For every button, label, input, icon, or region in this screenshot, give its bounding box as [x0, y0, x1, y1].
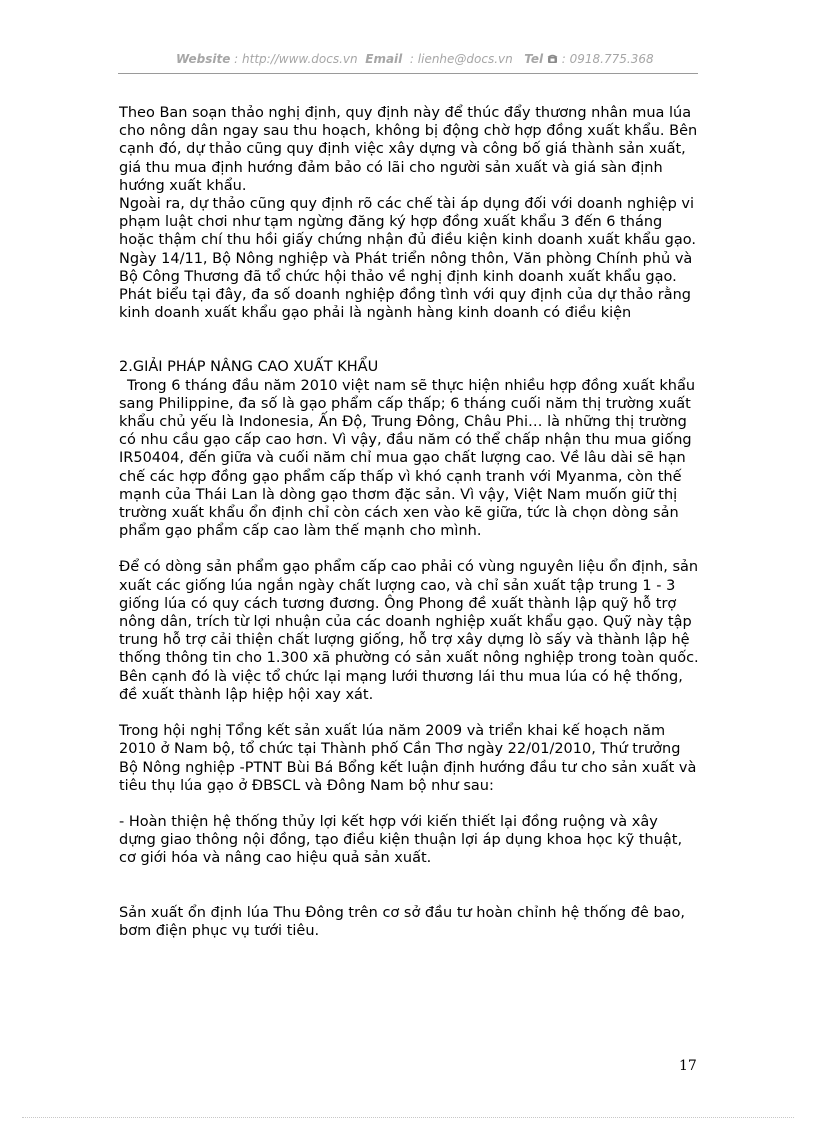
paragraph-6: Trong hội nghị Tổng kết sản xuất lúa năm 2009 và triển khai kế hoạch năm 2010 ở Nam bộ, tổ chức tại Thành phố Cần Thơ ngày 22/01/2010, Thứ trưởng Bộ Nông nghiệp -PTNT Bùi Bá Bổng kết luận định hướng đầu tư cho sản xuất và tiêu thụ lúa gạo ở ĐBSCL và Đông Nam bộ như sau:	[119, 723, 697, 794]
document-body	[119, 104, 699, 940]
paragraph-5: Để có dòng sản phẩm gạo phẩm cấp cao phải có vùng nguyên liệu ổn định, sản xuất các giống lúa ngắn ngày chất lượng cao, và chỉ sản xuất tập trung 1 - 3 giống lúa có quy cách tương đương. Ông Phong đề xuất thành lập quỹ hỗ trợ nông dân, trích từ lợi nhuận của các doanh nghiệp xuất khẩu gạo. Quỹ này tập trung hỗ trợ cải thiện chất lượng giống, hỗ trợ xây dựng lò sấy và thành lập hệ thống thông tin cho 1.300 xã phường có sản xuất nông nghiệp trong toàn quốc. Bên cạnh đó là việc tổ chức lại mạng lưới thương lái thu mua lúa có hệ thống, đề xuất thành lập hiệp hội xay xát.	[119, 559, 699, 703]
paragraph-1: Theo Ban soạn thảo nghị định, quy định này để thúc đẩy thương nhân mua lúa cho nông dân ngay sau thu hoạch, không bị động chờ hợp đồng xuất khẩu. Bên cạnh đó, dự thảo cũng quy định việc xây dựng và công bố giá thành sản xuất, giá thu mua định hướng đảm bảo có lãi cho người sản xuất và giá sàn định hướng xuất khẩu.	[119, 105, 698, 194]
email-value: : lienhe@docs.vn	[409, 52, 513, 66]
tel-label: Tel	[524, 52, 544, 66]
email-label: Email	[365, 52, 403, 66]
paragraph-3: Ngày 14/11, Bộ Nông nghiệp và Phát triển nông thôn, Văn phòng Chính phủ và Bộ Công Thương đã tổ chức hội thảo về nghị định kinh doanh xuất khẩu gạo. Phát biểu tại đây, đa số doanh nghiệp đồng tình với quy định của dự thảo rằng kinh doanh xuất khẩu gạo phải là ngành hàng kinh doanh có điều kiện	[119, 250, 693, 322]
paragraph-7: - Hoàn thiện hệ thống thủy lợi kết hợp với kiến thiết lại đồng ruộng và xây dựng giao thông nội đồng, tạo điều kiện thuận lợi áp dụng khoa học kỹ thuật, cơ giới hóa và nâng cao hiệu quả sản xuất.	[119, 813, 683, 867]
website-label: Website	[176, 52, 231, 66]
page-number: 17	[679, 1058, 697, 1074]
website-value: : http://www.docs.vn	[234, 52, 358, 66]
paragraph-2: Ngoài ra, dự thảo cũng quy định rõ các chế tài áp dụng đối với doanh nghiệp vi phạm luật chơi như tạm ngừng đăng ký hợp đồng xuất khẩu 3 đến 6 tháng hoặc thậm chí thu hồi giấy chứng nhận đủ điều kiện kinh doanh xuất khẩu gạo.	[119, 196, 696, 249]
paragraph-8: Sản xuất ổn định lúa Thu Đông trên cơ sở đầu tư hoàn chỉnh hệ thống đê bao, bơm điện phục vụ tưới tiêu.	[119, 904, 686, 939]
tel-value: : 0918.775.368	[561, 52, 654, 66]
page-header	[176, 52, 736, 67]
paragraph-4: Trong 6 tháng đầu năm 2010 việt nam sẽ thực hiện nhiều hợp đồng xuất khẩu sang Philippine, đa số là gạo phẩm cấp thấp; 6 tháng cuối năm thị trường xuất khẩu chủ yếu là Indonesia, Ấn Độ, Trung Đông, Châu Phi… là những thị trường có nhu cầu gạo cấp cao hơn. Vì vậy, đầu năm có thể chấp nhận thu mua giống IR50404, đến giữa và cuối năm chỉ mua gạo chất lượng cao. Về lâu dài sẽ hạn chế các hợp đồng gạo phẩm cấp thấp vì khó cạnh tranh với Myanma, còn thế mạnh của Thái Lan là dòng gạo thơm đặc sản. Vì vậy, Việt Nam muốn giữ thị trường xuất khẩu ổn định chỉ còn cách xen vào kẽ giữa, tức là chọn dòng sản phẩm gạo phẩm cấp cao làm thế mạnh cho mình.	[119, 377, 696, 540]
phone-icon	[547, 53, 558, 67]
header-divider	[118, 73, 698, 74]
footer-divider	[22, 1117, 794, 1118]
section-heading: 2.GIẢI PHÁP NÂNG CAO XUẤT KHẨU	[119, 359, 379, 376]
